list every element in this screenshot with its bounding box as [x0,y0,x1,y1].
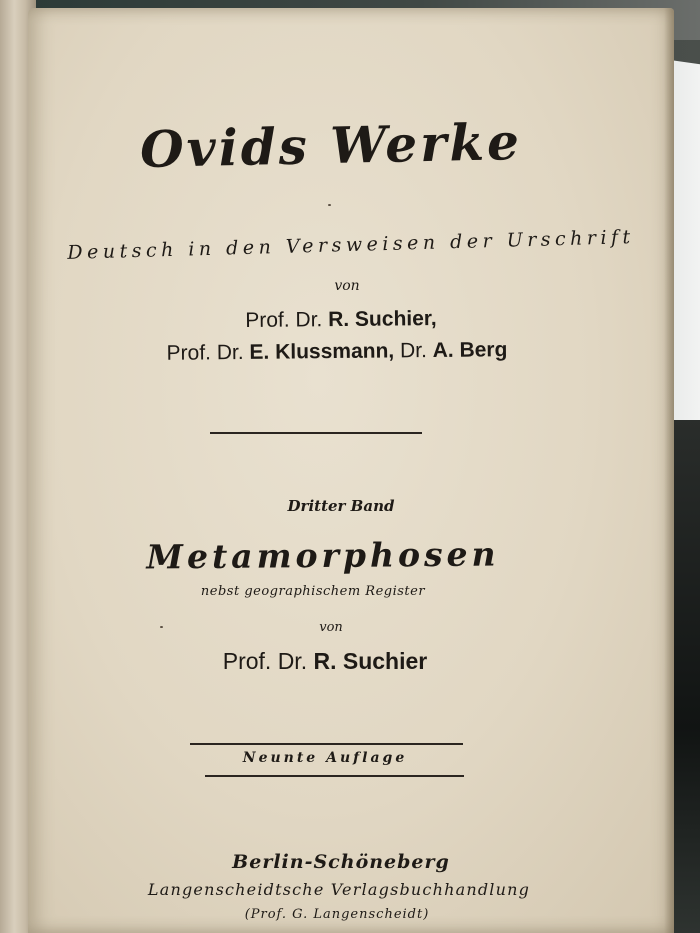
divider-rule-3 [205,775,464,777]
author-line-2 [28,337,660,368]
divider-rule-2 [190,743,463,745]
imprint-publisher: Langenscheidtsche Verlagsbuchhandlung [147,880,531,899]
volume-author [28,648,648,675]
volume-title: Metamorphosen [146,534,500,577]
edition-label: Neunte Auflage [242,750,408,766]
page-edge-shadow [664,8,674,933]
imprint-proprietor: (Prof. G. Langenscheidt) [244,907,430,922]
title-page [28,8,674,933]
volume-author-prefix: Prof. Dr. [222,648,308,674]
imprint-city: Berlin-Schöneberg [232,851,450,873]
volume-author-name: R. Suchier [313,648,428,674]
book-subtitle: Deutsch in den Versweisen der Urschrift [67,226,635,264]
by-line-1: von [334,278,360,294]
author-1-name: R. Suchier, [328,306,437,332]
paper-speck [160,626,163,628]
volume-subtitle: nebst geographischem Register [200,584,426,599]
author-3-name: A. Berg [432,338,508,362]
author-2-prefix: Prof. Dr. [166,340,244,365]
divider-rule-1 [210,432,422,434]
volume-label: Dritter Band [287,497,395,515]
paper-speck [328,204,331,206]
by-line-2: von [319,620,343,635]
author-3-prefix: Dr. [399,339,427,363]
book-title: Ovids Werke [139,112,523,179]
author-line-1 [28,305,664,336]
author-2-name: E. Klussmann, [249,339,395,364]
author-1-prefix: Prof. Dr. [245,308,323,333]
